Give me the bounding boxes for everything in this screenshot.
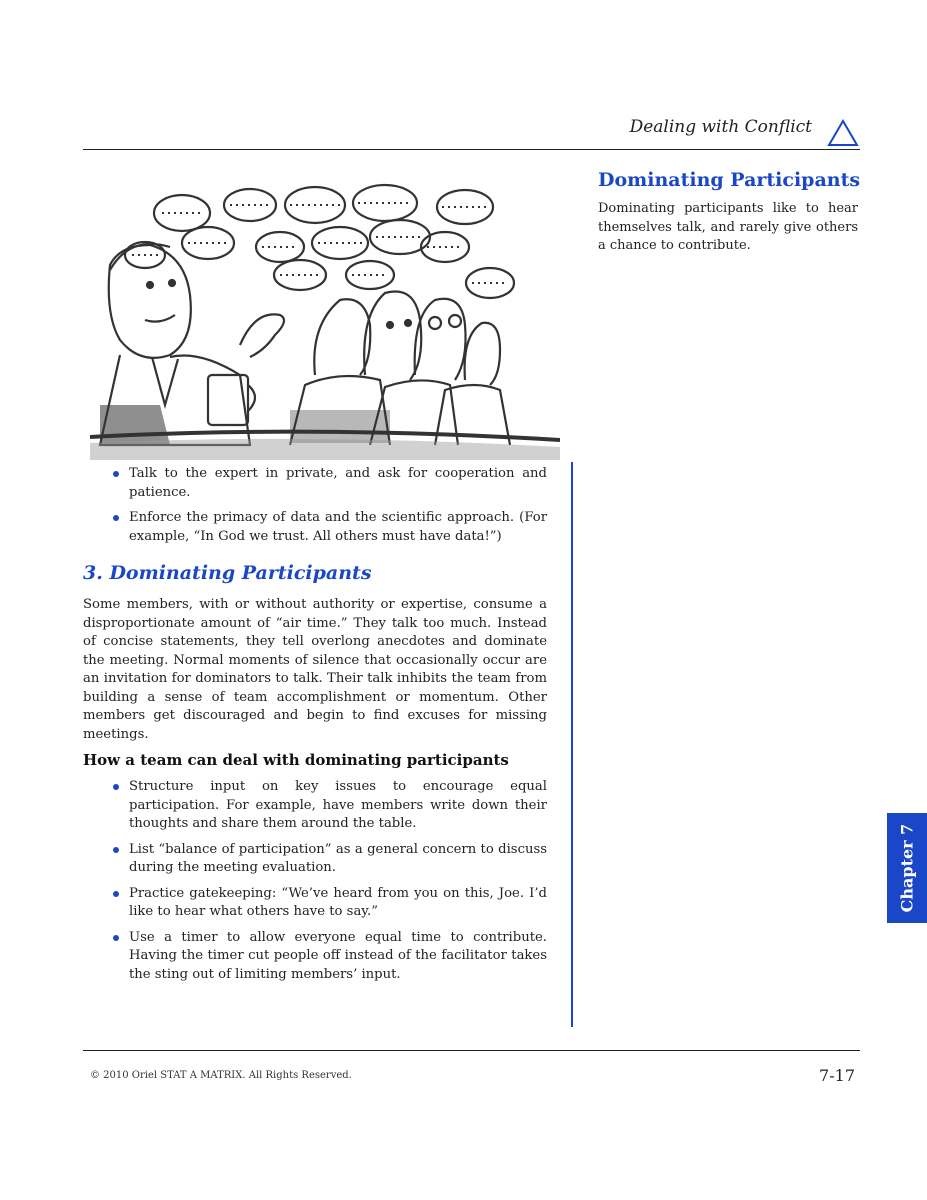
sidebar-text: Dominating participants like to hear themselves talk, and rarely give others a chance to contribute. [598,201,858,253]
chapter-label: Chapter 7 [897,823,917,913]
expert-tips-list [110,465,547,553]
sub-heading: How a team can deal with dominating participants [83,751,509,769]
bullet-icon [113,515,119,521]
list-item [110,509,547,546]
bullet-icon [113,935,119,941]
column-divider [571,462,573,1027]
speech-bubble-icon [125,185,514,298]
header-rule [83,149,860,150]
running-head: Dealing with Conflict [629,117,812,137]
bullet-icon [113,891,119,897]
list-item [110,841,547,878]
list-item-text: Practice gatekeeping: “We’ve heard from you on this, Joe. I’d like to hear what others have to say.” [129,885,547,919]
bullet-icon [113,471,119,477]
list-item-text: List “balance of participation” as a general concern to discuss during the meeting evaluation. [129,841,547,875]
list-item [110,465,547,502]
meeting-cartoon-illustration [90,175,560,460]
list-item [110,929,547,985]
list-item-text: Use a timer to allow everyone equal time to contribute. Having the timer cut people off instead of the facilitator takes the sting out of limiting members’ input. [129,929,547,982]
section-title: 3. Dominating Participants [83,562,372,584]
list-item-text: Talk to the expert in private, and ask for cooperation and patience. [129,466,547,500]
section-body: Some members, with or without authority or expertise, consume a disproportionate amount of “air time.” They talk too much. Instead of concise statements, they tell overlong anecdotes and dominate the meeting. Normal moments of silence that occasionally occur are an invitation for dominators to talk. Their talk inhibits the team from building a sense of team accomplishment or momentum. Other members get discouraged and begin to find excuses for missing meetings. [83,597,547,742]
chapter-tab [887,813,927,923]
bullet-icon [113,784,119,790]
footer-rule [83,1050,860,1051]
list-item [110,778,547,834]
copyright-notice: © 2010 Oriel STAT A MATRIX. All Rights Reserved. [90,1070,352,1081]
dominating-tips-list [110,778,547,991]
list-item [110,885,547,922]
list-item-text: Enforce the primacy of data and the scientific approach. (For example, “In God we trust. All others must have data!”) [129,510,547,544]
page-number: 7-17 [819,1066,855,1085]
triangle-icon [827,119,859,147]
sidebar-heading: Dominating Participants [598,169,861,191]
list-item-text: Structure input on key issues to encourage equal participation. For example, have members write down their thoughts and share them around the table. [129,779,547,831]
bullet-icon [113,847,119,853]
